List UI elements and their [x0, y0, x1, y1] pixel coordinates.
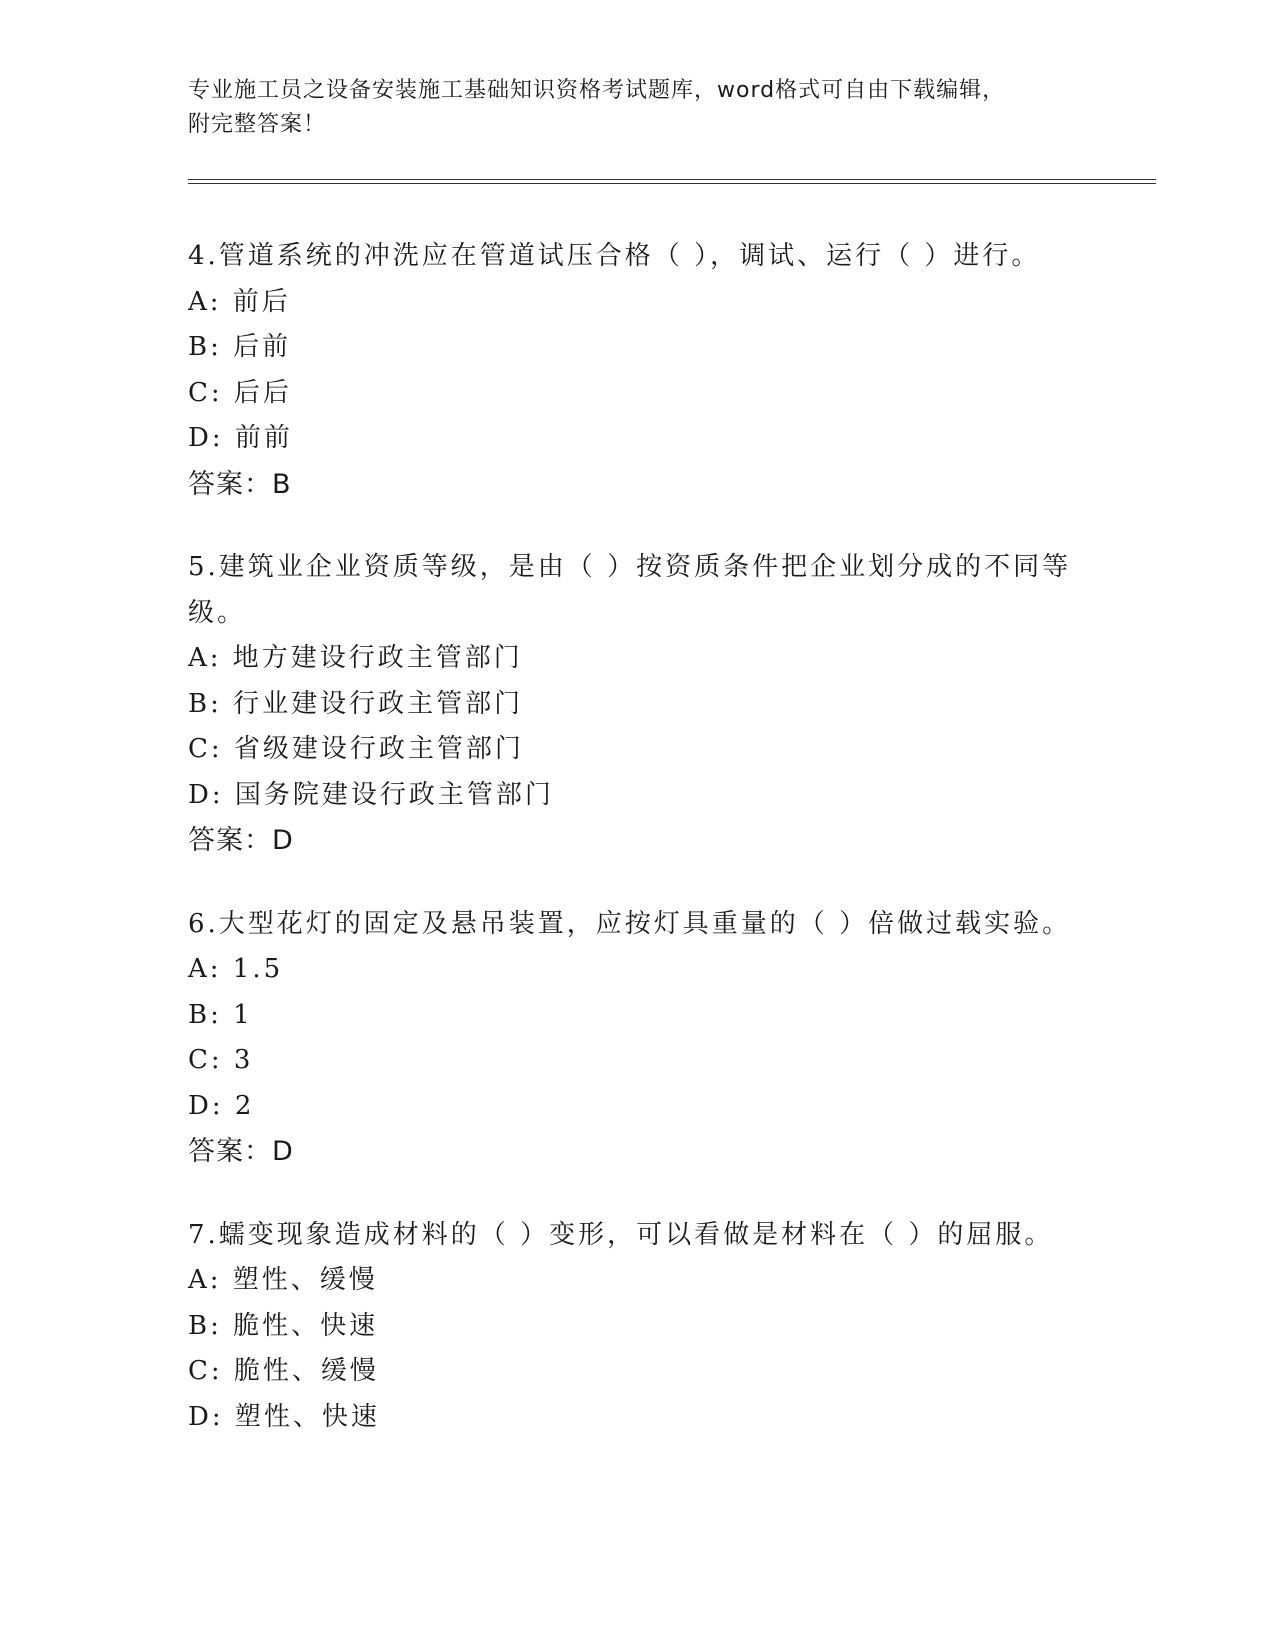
header-line-1: 专业施工员之设备安装施工基础知识资格考试题库，word格式可自由下载编辑， [188, 78, 1006, 103]
option-a: A: 前后 [188, 286, 291, 317]
header-divider-top [188, 179, 1156, 180]
option-b: B: 1 [188, 999, 253, 1030]
question-5 [188, 545, 1108, 864]
question-stem: 4.管道系统的冲洗应在管道试压合格（ ），调试、运行（ ）进行。 [188, 241, 1041, 271]
question-stem: 6.大型花灯的固定及悬吊装置，应按灯具重量的（ ）倍做过载实验。 [188, 908, 1072, 939]
question-list [188, 234, 1108, 1478]
header-line-2: 附完整答案！ [188, 112, 327, 137]
option-a: A: 1.5 [188, 954, 284, 984]
question-stem: 5.建筑业企业资质等级，是由（ ）按资质条件把企业划分成的不同等级。 [188, 552, 1072, 628]
answer-line: 答案：D [188, 1136, 294, 1167]
answer-line: 答案：B [188, 468, 292, 500]
option-b: B: 脆性、快速 [188, 1310, 379, 1341]
option-d: D: 国务院建设行政主管部门 [188, 779, 554, 810]
option-d: D: 塑性、快速 [188, 1401, 380, 1432]
option-a: A: 塑性、缓慢 [188, 1265, 378, 1295]
option-c: C: 后后 [188, 377, 292, 408]
document-header [188, 74, 1068, 142]
header-divider-bottom [188, 183, 1156, 184]
option-c: C: 3 [188, 1045, 254, 1075]
question-6 [188, 902, 1108, 1175]
option-d: D: 前前 [188, 423, 293, 453]
question-7 [188, 1213, 1108, 1441]
question-stem: 7.蠕变现象造成材料的（ ）变形，可以看做是材料在（ ）的屈服。 [188, 1219, 1054, 1250]
question-4 [188, 234, 1108, 507]
option-c: C: 脆性、缓慢 [188, 1356, 379, 1386]
option-b: B: 行业建设行政主管部门 [188, 688, 524, 719]
option-c: C: 省级建设行政主管部门 [188, 734, 524, 764]
option-b: B: 后前 [188, 332, 292, 362]
answer-line: 答案：D [188, 825, 294, 856]
option-a: A: 地方建设行政主管部门 [188, 643, 523, 673]
option-d: D: 2 [188, 1090, 255, 1121]
